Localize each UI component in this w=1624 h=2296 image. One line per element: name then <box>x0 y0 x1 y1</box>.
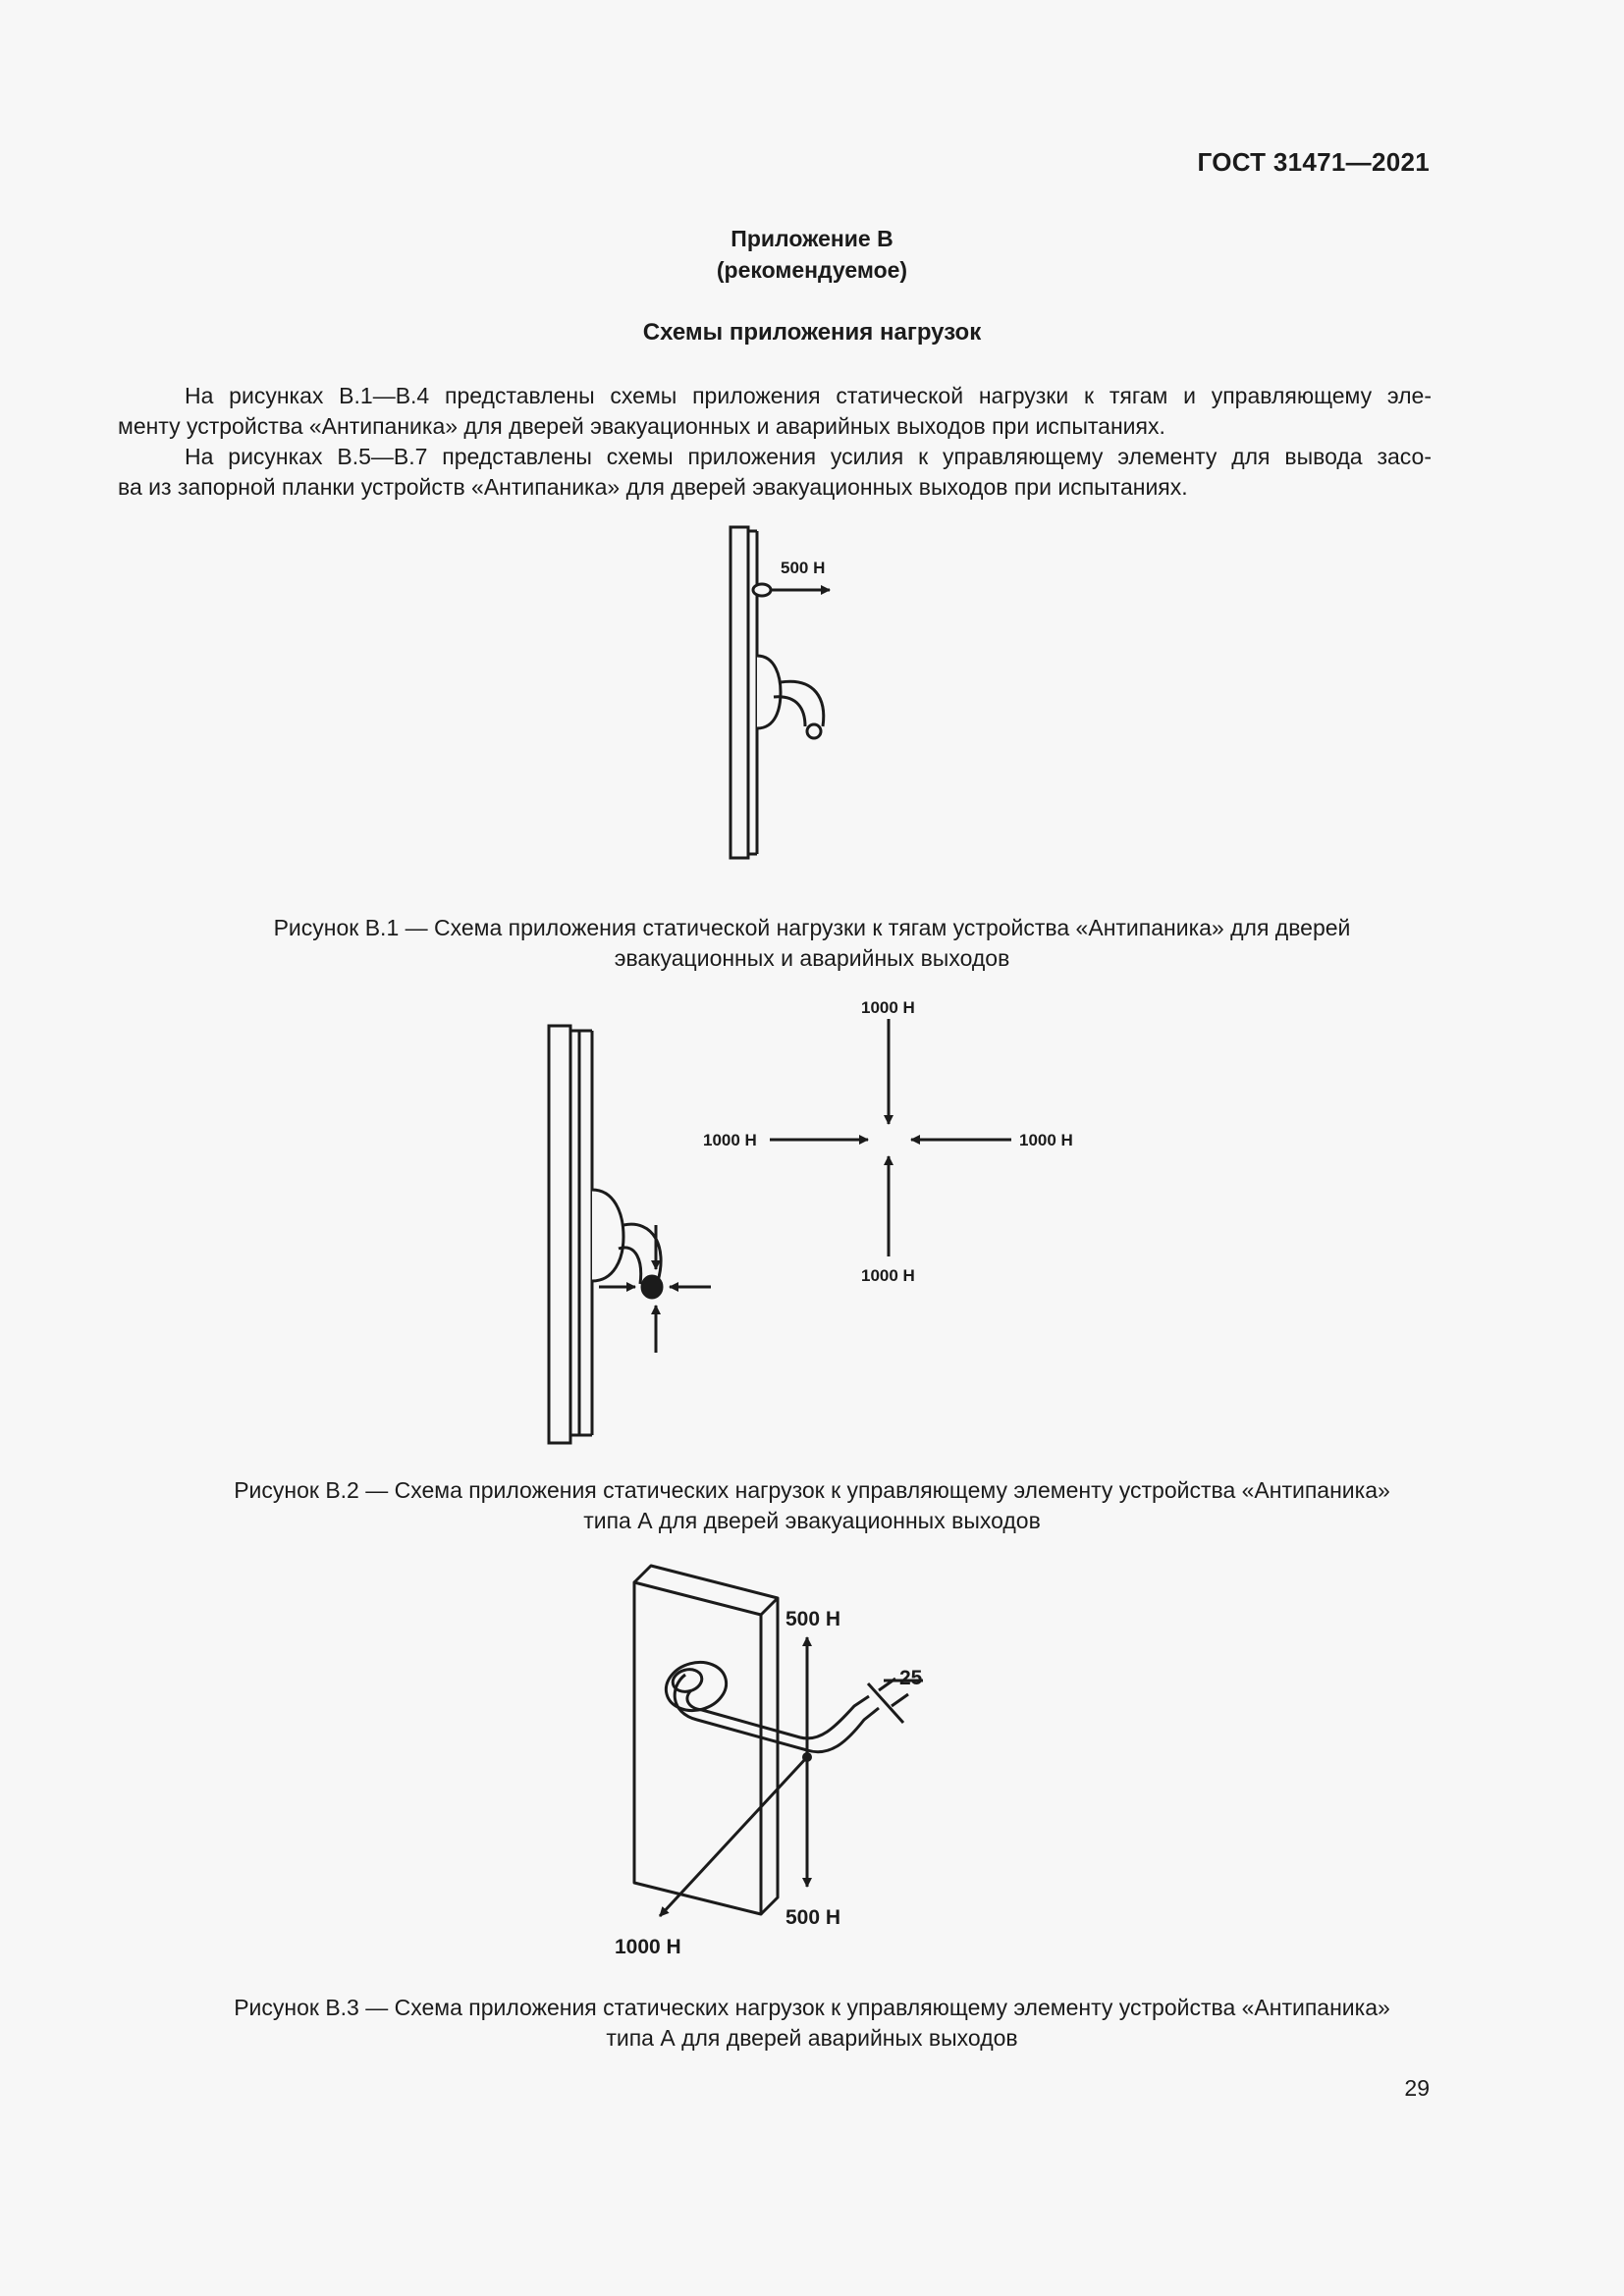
standard-code: ГОСТ 31471—2021 <box>1197 147 1430 177</box>
force-label-bottom: 1000 Н <box>861 1266 915 1285</box>
handle-housing <box>592 1190 623 1281</box>
figure-b3-diagram <box>589 1551 982 1963</box>
intro-p2-line1: На рисунках В.5—В.7 представлены схемы приложения усилия к управляющему элементу для вывода засо- <box>185 444 1432 469</box>
force-label-down: 500 Н <box>785 1906 841 1929</box>
caption-b2-line1: Рисунок В.2 — Схема приложения статических нагрузок к управляющему элементу устройства «Антипаника» <box>234 1477 1390 1503</box>
appendix-heading: Схемы приложения нагрузок <box>642 319 982 346</box>
force-label-right: 1000 Н <box>1019 1131 1073 1149</box>
intro-paragraph-2 <box>118 442 1432 503</box>
force-label-up: 500 Н <box>785 1608 841 1630</box>
handle-housing <box>757 656 781 728</box>
dimension-label: 25 <box>899 1667 923 1689</box>
door-leaf <box>731 527 748 858</box>
caption-b3-line2: типа А для дверей аварийных выходов <box>606 2025 1018 2051</box>
appendix-subtitle: (рекомендуемое) <box>716 257 908 283</box>
intro-p2-line2: ва из запорной планки устройств «Антипаника» для дверей эвакуационных выходов при испытаниях. <box>118 474 1188 500</box>
force-label-top: 1000 Н <box>861 998 915 1017</box>
handle-lever <box>781 681 824 726</box>
figure-b1-caption <box>118 913 1506 974</box>
figure-b2-diagram <box>530 982 1119 1453</box>
grip-point <box>642 1276 662 1298</box>
caption-b3-line1: Рисунок В.3 — Схема приложения статических нагрузок к управляющему элементу устройства «Антипаника» <box>234 1995 1390 2020</box>
intro-p1-line1: На рисунках В.1—В.4 представлены схемы приложения статической нагрузки к тягам и управляющему эле- <box>185 383 1432 408</box>
force-label-left: 1000 Н <box>703 1131 757 1149</box>
caption-b2-line2: типа А для дверей эвакуационных выходов <box>583 1508 1041 1533</box>
caption-b1-line2: эвакуационных и аварийных выходов <box>614 945 1010 971</box>
intro-paragraph-1 <box>118 381 1432 442</box>
figure-b3-caption <box>118 1993 1506 2054</box>
escutcheon-plate <box>634 1582 761 1914</box>
force-label-500: 500 Н <box>781 559 826 577</box>
figure-b1-diagram <box>687 515 903 869</box>
door-leaf <box>549 1026 570 1443</box>
rod-pin <box>753 584 771 596</box>
intro-p1-line2: менту устройства «Антипаника» для дверей эвакуационных и аварийных выходов при испытаниях. <box>118 413 1165 439</box>
page-number: 29 <box>1404 2075 1430 2101</box>
caption-b1-line1: Рисунок В.1 — Схема приложения статической нагрузки к тягам устройства «Антипаника» для дверей <box>273 915 1351 940</box>
figure-b2-caption <box>118 1475 1506 1536</box>
force-label-out: 1000 Н <box>615 1936 681 1958</box>
appendix-title: Приложение В <box>731 226 893 251</box>
